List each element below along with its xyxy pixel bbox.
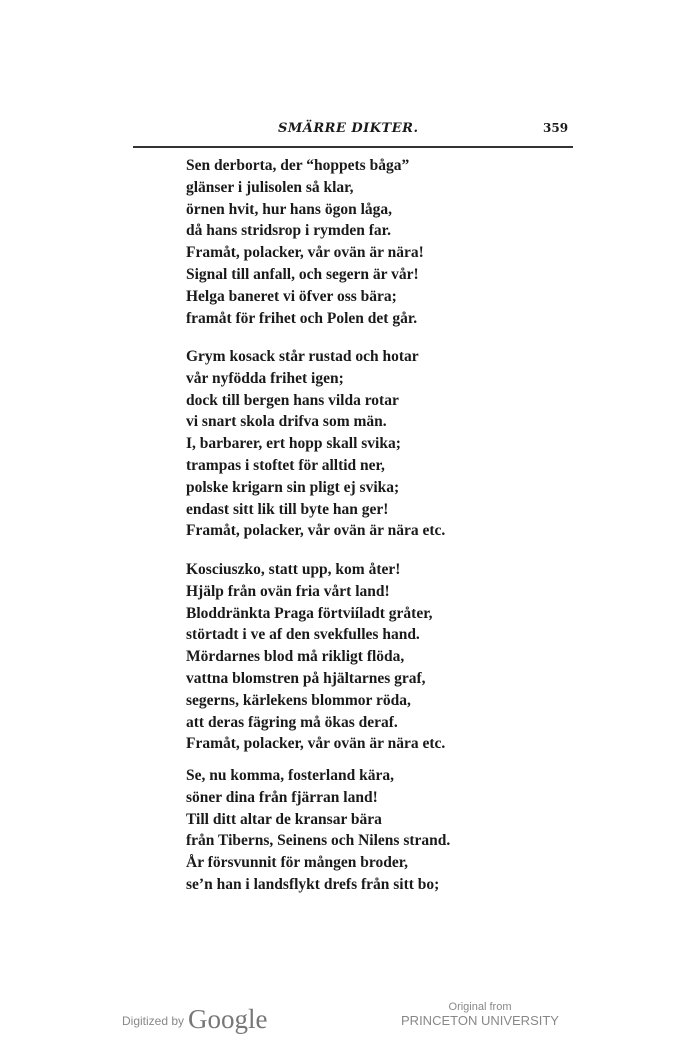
verse-line: Framåt, polacker, vår ovän är nära etc.	[186, 735, 446, 753]
verse-line: År försvunnit för mången broder,	[186, 854, 409, 872]
verse-line: Mördarnes blod må rikligt flöda,	[186, 648, 405, 666]
stanza	[186, 559, 445, 755]
running-header-title: SMÄRRE DIKTER.	[278, 121, 419, 136]
verse-line: Kosciuszko, statt upp, kom åter!	[186, 561, 401, 578]
verse-line: från Tiberns, Seinens och Nilens strand.	[186, 832, 451, 850]
verse-line: dock till bergen hans vilda rotar	[186, 391, 399, 409]
verse-line: Sen derborta, der “hoppets båga”	[186, 157, 410, 174]
stanza	[186, 346, 445, 542]
verse-line: örnen hvit, hur hans ögon låga,	[186, 200, 393, 218]
original-from-watermark	[400, 1001, 560, 1028]
verse-line: glänser i julisolen så klar,	[186, 178, 354, 196]
verse-line: Hjälp från ovän fria vårt land!	[186, 582, 390, 600]
header-rule	[133, 146, 573, 148]
verse-line: Till ditt altar de kransar bära	[186, 810, 382, 828]
verse-line: Se, nu komma, fosterland kära,	[186, 767, 394, 784]
verse-line: vattna blomstren på hjältarnes graf,	[186, 669, 426, 687]
verse-line: störtadt i ve af den svekfulles hand.	[186, 626, 420, 644]
verse-line: Grym kosack står rustad och hotar	[186, 348, 419, 365]
verse-line: Framåt, polacker, vår ovän är nära!	[186, 244, 424, 262]
digitized-by-watermark	[122, 1004, 268, 1035]
google-logo: Google	[188, 1004, 268, 1034]
verse-line: Framåt, polacker, vår ovän är nära etc.	[186, 522, 446, 540]
stanza	[186, 765, 450, 896]
digitized-by-label: Digitized by	[122, 1014, 185, 1028]
verse-line: söner dina från fjärran land!	[186, 788, 378, 806]
original-from-label: Original from	[448, 1001, 512, 1013]
verse-line: framåt för frihet och Polen det går.	[186, 309, 418, 327]
stanza	[186, 155, 424, 329]
verse-line: polske krigarn sin pligt ej svika;	[186, 478, 400, 496]
verse-line: segerns, kärlekens blommor röda,	[186, 691, 411, 709]
verse-line: endast sitt lik till byte han ger!	[186, 500, 389, 518]
page-number: 359	[543, 121, 569, 135]
verse-line: vår nyfödda frihet igen;	[186, 369, 344, 387]
verse-line: vi snart skola drifva som män.	[186, 413, 387, 431]
verse-line: då hans stridsrop i rymden far.	[186, 222, 391, 240]
verse-line: Signal till anfall, och segern är vår!	[186, 265, 419, 283]
verse-line: Helga baneret vi öfver oss bära;	[186, 287, 397, 305]
verse-line: trampas i stoftet för alltid ner,	[186, 456, 385, 474]
institution-name: PRINCETON UNIVERSITY	[401, 1013, 559, 1028]
verse-line: I, barbarer, ert hopp skall svika;	[186, 435, 401, 453]
verse-line: se’n han i landsflykt drefs från sitt bo;	[186, 875, 440, 893]
verse-line: Bloddränkta Praga förtviíladt gråter,	[186, 604, 433, 622]
verse-line: att deras fägring må ökas deraf.	[186, 713, 398, 731]
